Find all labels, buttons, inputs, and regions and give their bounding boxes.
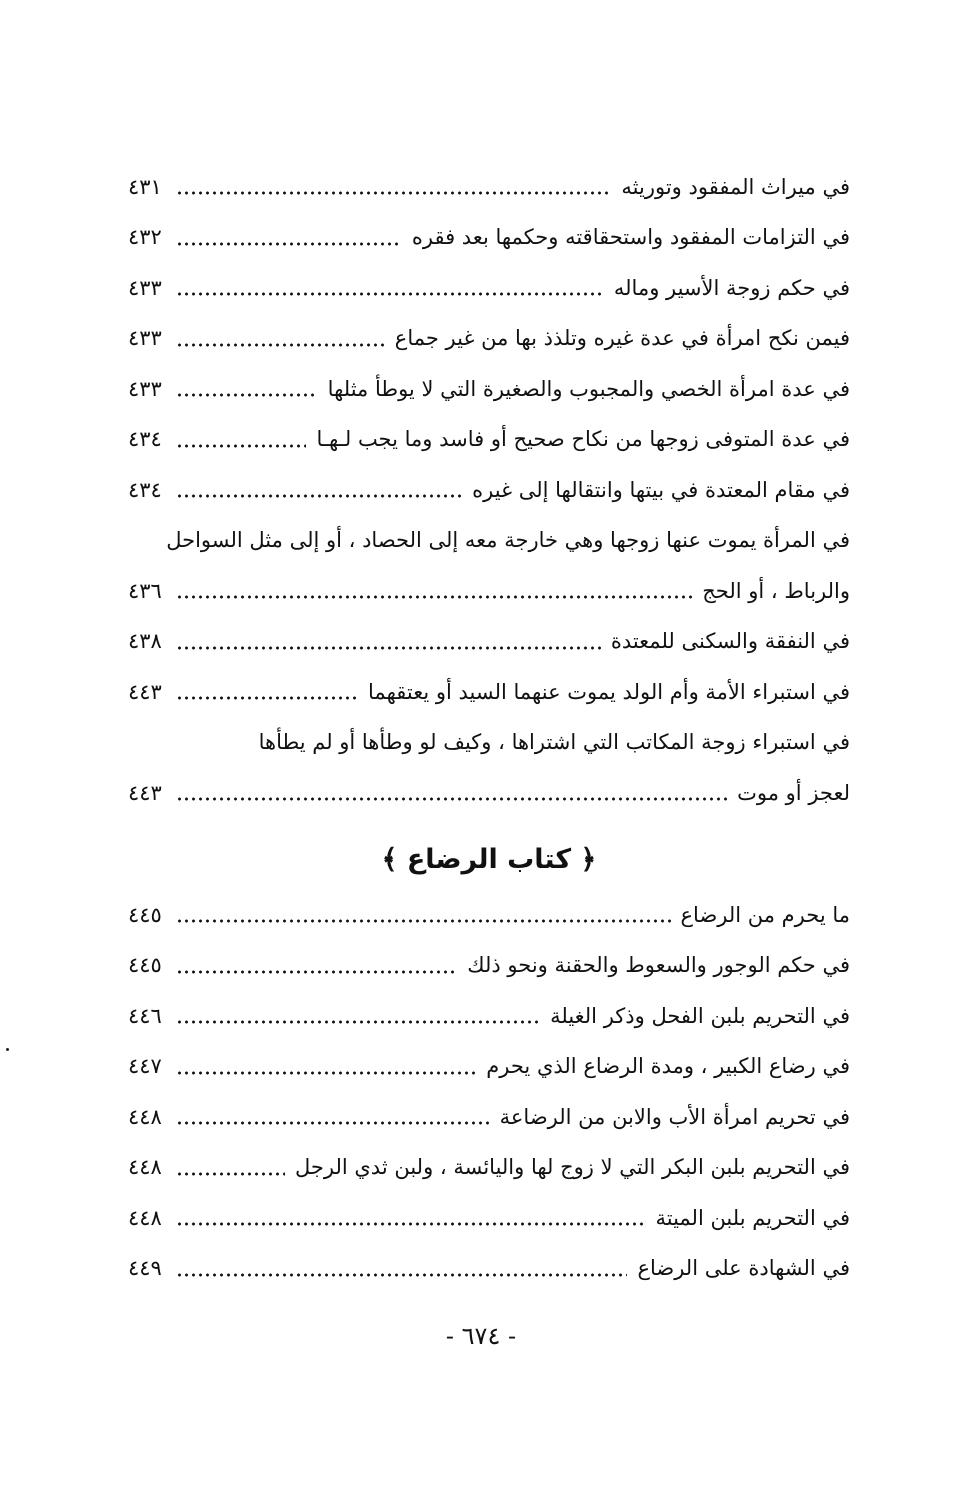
dot-leader	[176, 969, 457, 975]
toc-entry-title: ما يحرم من الرضاع	[680, 902, 850, 927]
toc-entry-page: ٤٤٩	[128, 1256, 162, 1281]
toc-entry	[128, 566, 850, 617]
dot-leader	[176, 392, 318, 398]
toc-entry	[128, 890, 850, 941]
dot-leader	[176, 645, 601, 651]
toc-section-two	[128, 890, 850, 1294]
dot-leader	[176, 1070, 476, 1076]
dot-leader	[176, 1221, 645, 1227]
toc-entry-title: في حكم الوجور والسعوط والحقنة ونحو ذلك	[467, 953, 850, 978]
toc-entry	[128, 1143, 850, 1194]
toc-entry	[128, 667, 850, 718]
toc-entry-title: في التزامات المفقود واستحقاقته وحكمها بعد فقره	[411, 225, 850, 250]
toc-entry	[128, 465, 850, 516]
page-number: - ٦٧٤ -	[445, 1322, 517, 1350]
toc-entry-page: ٤٣٨	[128, 629, 162, 654]
toc-entry-title: في الشهادة على الرضاع	[637, 1256, 850, 1281]
toc-entry	[128, 263, 850, 314]
toc-entry-page: ٤٣٤	[128, 477, 162, 502]
toc-entry-title: في التحريم بلبن الفحل وذكر الغيلة	[550, 1003, 850, 1028]
toc-entry-page: ٤٤٦	[128, 1003, 162, 1028]
toc-entry-title: في حكم زوجة الأسير وماله	[613, 275, 850, 300]
toc-entry-page: ٤٣١	[128, 174, 162, 199]
dot-leader	[176, 1120, 490, 1126]
toc-entry-title: في استبراء الأمة وأم الولد يموت عنهما السيد أو يعتقهما	[368, 679, 850, 704]
toc-entry-title: فيمن نكح امرأة في عدة غيره وتلذذ بها من غير جماع	[394, 326, 850, 351]
toc-entry-title: في استبراء زوجة المكاتب التي اشتراها ، وكيف لو وطأها أو لم يطأها	[258, 730, 850, 755]
toc-entry	[128, 213, 850, 264]
dot-leader	[176, 190, 611, 196]
toc-section-one	[128, 162, 850, 819]
toc-entry-page: ٤٤٥	[128, 953, 162, 978]
toc-entry	[128, 1193, 850, 1244]
toc-entry-page: ٤٣٤	[128, 427, 162, 452]
toc-entry-page: ٤٤٣	[128, 780, 162, 805]
toc-entry	[128, 364, 850, 415]
dot-leader	[176, 594, 692, 600]
toc-entry-page: ٤٣٦	[128, 578, 162, 603]
toc-entry	[128, 941, 850, 992]
dot-leader	[176, 1171, 285, 1177]
toc-entry-continued	[128, 516, 850, 567]
dot-leader	[176, 342, 385, 348]
scan-speck	[6, 1048, 9, 1051]
toc-entry	[128, 768, 850, 819]
dot-leader	[176, 493, 462, 499]
toc-entry-title: في النفقة والسكنى للمعتدة	[610, 629, 850, 654]
toc-entry	[128, 1092, 850, 1143]
toc-entry-title: في التحريم بلبن البكر التي لا زوج لها واليائسة ، ولبن ثدي الرجل	[294, 1155, 850, 1180]
toc-entry	[128, 162, 850, 213]
toc-entry-page: ٤٣٣	[128, 376, 162, 401]
dot-leader	[176, 241, 402, 247]
toc-entry-title: في عدة المتوفى زوجها من نكاح صحيح أو فاسد وما يجب لـهـا	[316, 427, 850, 452]
toc-entry-page: ٤٤٥	[128, 902, 162, 927]
toc-entry-title: والرباط ، أو الحج	[702, 578, 850, 603]
toc-entry-page: ٤٣٣	[128, 326, 162, 351]
toc-entry	[128, 1244, 850, 1295]
dot-leader	[176, 695, 358, 701]
toc-entry-page: ٤٤٨	[128, 1205, 162, 1230]
toc-entry-page: ٤٤٨	[128, 1155, 162, 1180]
toc-entry-page: ٤٤٧	[128, 1054, 162, 1079]
section-heading: ﴿ كتاب الرضاع ﴾	[381, 844, 597, 875]
dot-leader	[176, 1272, 627, 1278]
toc-entry-page: ٤٤٨	[128, 1104, 162, 1129]
toc-entry-continued	[128, 718, 850, 769]
toc-entry-title: في ميراث المفقود وتوريثه	[621, 174, 850, 199]
toc-entry-title: في التحريم بلبن الميتة	[655, 1205, 850, 1230]
toc-entry-title: في رضاع الكبير ، ومدة الرضاع الذي يحرم	[486, 1054, 850, 1079]
dot-leader	[176, 796, 727, 802]
toc-entry	[128, 617, 850, 668]
toc-entry-title: لعجز أو موت	[737, 780, 850, 805]
toc-entry-title: في المرأة يموت عنها زوجها وهي خارجة معه إلى الحصاد ، أو إلى مثل السواحل	[166, 528, 850, 553]
toc-entry-page: ٤٤٣	[128, 679, 162, 704]
dot-leader	[176, 443, 306, 449]
toc-entry-title: في تحريم امرأة الأب والابن من الرضاعة	[499, 1104, 850, 1129]
dot-leader	[176, 1019, 540, 1025]
toc-entry-title: في عدة امرأة الخصي والمجبوب والصغيرة التي لا يوطأ مثلها	[327, 376, 850, 401]
toc-entry-page: ٤٣٢	[128, 225, 162, 250]
toc-entry	[128, 415, 850, 466]
toc-entry	[128, 1042, 850, 1093]
dot-leader	[176, 291, 604, 297]
toc-entry	[128, 991, 850, 1042]
toc-entry-title: في مقام المعتدة في بيتها وانتقالها إلى غيره	[472, 477, 850, 502]
toc-entry-page: ٤٣٣	[128, 275, 162, 300]
toc-entry	[128, 314, 850, 365]
dot-leader	[176, 918, 671, 924]
